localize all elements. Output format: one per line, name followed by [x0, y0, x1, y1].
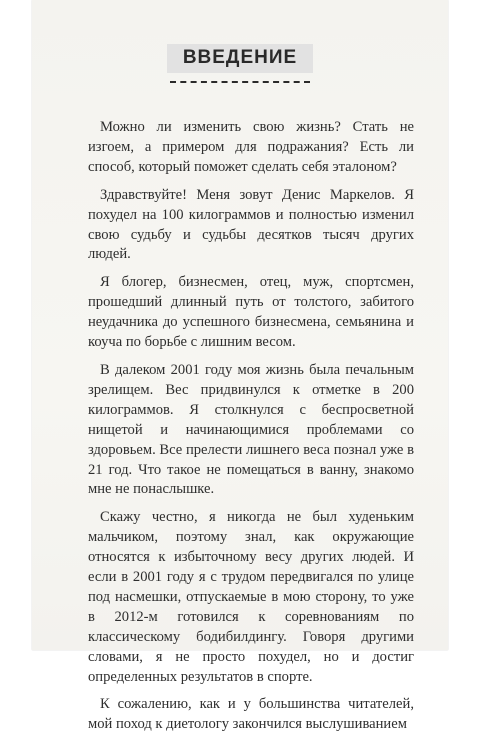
paragraph: Скажу честно, я никогда не был худеньким мальчиком, поэтому знал, как окружающие относятся к избыточному весу других людей. И если в 2001 году я с трудом передвигался по улице под насмешки, отпускаемые в мою сторону, то уже в 2012-м готовился к соревнованиям по классическому бодибилдингу. Говоря другими словами, я не просто похудел, но и достиг определенных результатов в спорте.: [88, 509, 414, 685]
paragraph: К сожалению, как и у большинства читателей, мой поход к диетологу закончился выслушиванием: [88, 696, 414, 733]
paragraph: Можно ли изменить свою жизнь? Стать не изгоем, а примером для подражания? Есть ли способ, который поможет сделать себя эталоном?: [88, 119, 414, 175]
paragraph: Я блогер, бизнесмен, отец, муж, спортсмен, прошедший длинный путь от толстого, забитого неудачника до успешного бизнесмена, семьянина и коуча по борьбе с лишним весом.: [88, 274, 414, 351]
heading-underline: [170, 81, 310, 83]
body-text: [88, 118, 414, 743]
chapter-heading: ВВЕДЕНИЕ: [167, 44, 313, 73]
paragraph: Здравствуйте! Меня зовут Денис Маркелов. Я похудел на 100 килограммов и полностью изменил свою судьбу и судьбы десятков тысяч других людей.: [88, 186, 414, 263]
paragraph: В далеком 2001 году моя жизнь была печальным зрелищем. Вес придвинулся к отметке в 200 килограммов. Я столкнулся с беспросветной нищетой и начинающимися проблемами со здоровьем. Все прелести лишнего веса познал уже в 21 год. Что такое не помещаться в ванну, знакомо мне не понаслышке.: [88, 361, 414, 498]
heading-block: [32, 44, 448, 73]
book-page: [32, 0, 448, 733]
